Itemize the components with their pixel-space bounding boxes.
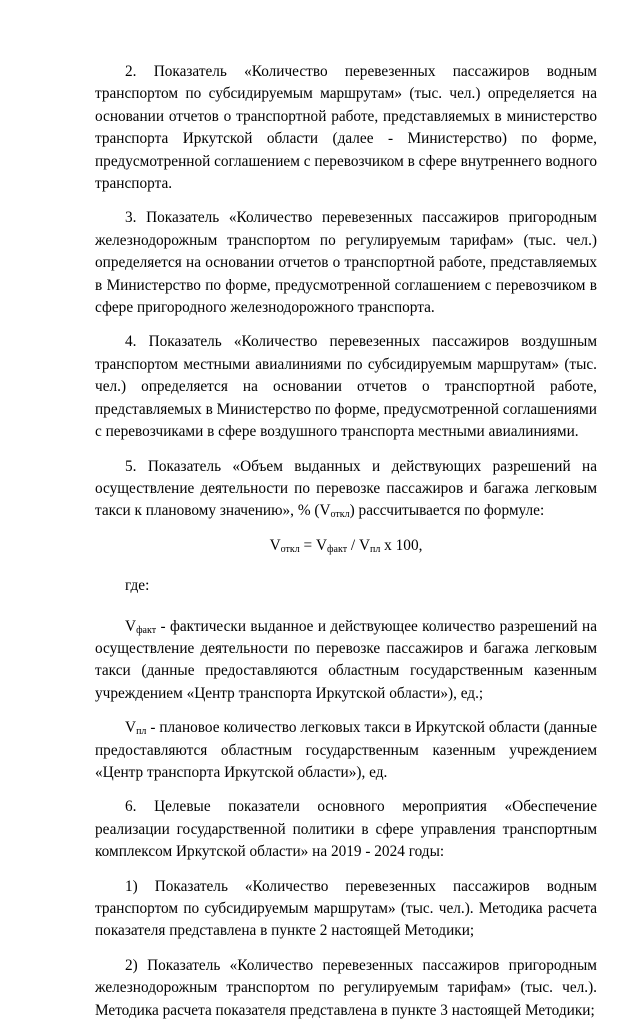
- definition-v-fakt: [95, 616, 597, 706]
- definition-v-fakt-subscript: факт: [136, 624, 157, 636]
- formula-sub-otkl: откл: [280, 543, 300, 555]
- paragraph-5-tail: ) рассчитывается по формуле:: [349, 502, 545, 520]
- where-label: где:: [125, 577, 150, 595]
- paragraph-5: [95, 456, 597, 523]
- definition-v-pl-symbol: V: [125, 719, 137, 737]
- paragraph-5-subscript: откл: [330, 509, 350, 521]
- formula-tail: x 100,: [380, 536, 423, 554]
- definition-v-pl-subscript: пл: [136, 726, 147, 738]
- paragraph-6: 6. Целевые показатели основного мероприятия «Обеспечение реализации государственной политики в сфере управления транспортным комплексом Иркутской области» на 2019 - 2024 годы:: [95, 798, 597, 861]
- formula: [95, 535, 597, 557]
- formula-div-v-pl: / V: [347, 536, 371, 554]
- paragraph-2: 2. Показатель «Количество перевезенных пассажиров водным транспортом по субсидируемым маршрутам» (тыс. чел.) определяется на основании отчетов о транспортной работе, представляемых в министерство транспорта Иркутской области (далее - Министерство) по форме, предусмотренной соглашением с перевозчиком в сфере внутреннего водного транспорта.: [95, 63, 597, 193]
- paragraph-5-text: 5. Показатель «Объем выданных и действующих разрешений на осуществление деятельности по перевозке пассажиров и багажа легковым такси к плановому значению», % (V: [95, 457, 597, 520]
- paragraph-4: 4. Показатель «Количество перевезенных пассажиров воздушным транспортом местными авиалиниями по субсидируемым маршрутам» (тыс. чел.) определяется на основании отчетов о транспортной работе, представляемых в Министерство по форме, предусмотренной соглашениями с перевозчиками в сфере воздушного транспорта местными авиалиниями.: [95, 333, 597, 441]
- formula-sub-pl: пл: [370, 543, 381, 555]
- document-page: [95, 61, 597, 1034]
- definition-v-pl-text: - плановое количество легковых такси в Иркутской области (данные предоставляются областным государственным казенным учреждением «Центр транспорта Иркутской области»), ед.: [95, 719, 597, 781]
- formula-v-otkl: V: [269, 536, 281, 554]
- paragraph-6-item-1: 1) Показатель «Количество перевезенных пассажиров водным транспортом по субсидируемым маршрутам» (тыс. чел.). Методика расчета показателя представлена в пункте 2 настоящей Методики;: [95, 877, 597, 940]
- definition-v-fakt-symbol: V: [125, 617, 137, 635]
- formula-sub-fakt: факт: [327, 543, 348, 555]
- paragraph-3: 3. Показатель «Количество перевезенных пассажиров пригородным железнодорожным транспортом по регулируемым тарифам» (тыс. чел.) определяется на основании отчетов о транспортной работе, представляемых в Министерство по форме, предусмотренной соглашением с перевозчиком в сфере пригородного железнодорожного транспорта.: [95, 209, 597, 317]
- definition-v-pl: [95, 717, 597, 784]
- formula-eq-v-fakt: = V: [299, 536, 328, 554]
- definition-v-fakt-text: - фактически выданное и действующее количество разрешений на осуществление деятельности по перевозке пассажиров и багажа легковым такси (данные предоставляются областным государственным казенным учреждением «Центр транспорта Иркутской области»), ед.;: [95, 617, 597, 702]
- paragraph-6-item-2: 2) Показатель «Количество перевезенных пассажиров пригородным железнодорожным транспортом по регулируемым тарифам» (тыс. чел.). Методика расчета показателя представлена в пункте 3 настоящей Методики;: [95, 956, 597, 1019]
